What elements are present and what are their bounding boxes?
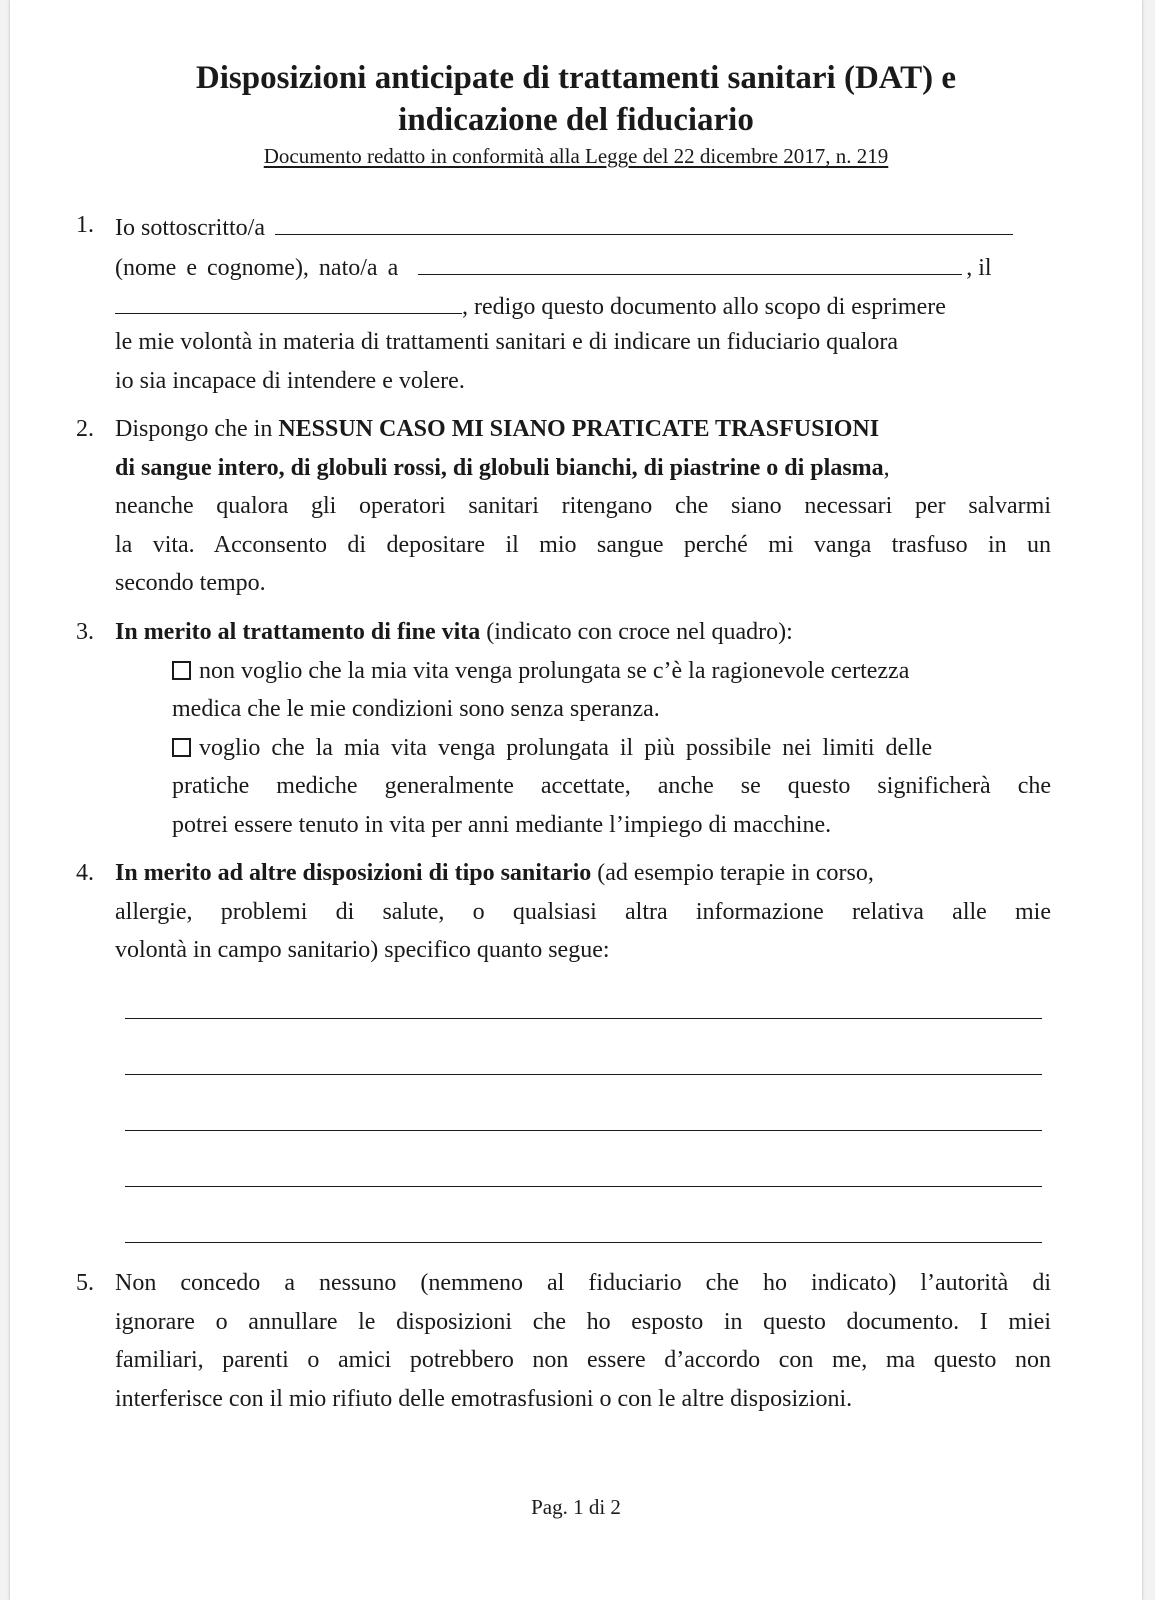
end-of-life-option-2-cont-1: pratiche mediche generalmente accettate, anche se questo significherà che [172,773,1051,799]
section4-line3: volontà in campo sanitario) specifico quanto segue: [115,937,610,963]
end-of-life-option-2: voglio che la mia vita venga prolungata il più possibile nei limiti delle [172,733,1051,763]
item-number-4: 4. [76,860,94,886]
end-of-life-option-1-cont: medica che le mie condizioni sono senza speranza. [172,696,660,722]
section3-line1: In merito al trattamento di fine vita (indicato con croce nel quadro): [115,619,793,645]
write-in-line[interactable] [125,1242,1042,1243]
section5-line3: familiari, parenti o amici potrebbero non essere d’accordo con me, ma questo non [115,1347,1051,1373]
page-subtitle: Documento redatto in conformità alla Legge del 22 dicembre 2017, n. 219 [263,144,889,168]
page-number: Pag. 1 di 2 [531,1495,621,1519]
item-number-1: 1. [76,212,94,238]
section5-line1: Non concedo a nessuno (nemmeno al fiduciario che ho indicato) l’autorità di [115,1270,1051,1296]
section1-line3: , redigo questo documento allo scopo di esprimere [115,289,1051,322]
name-field[interactable] [275,210,1013,235]
section2-line5: secondo tempo. [115,570,266,596]
section1-line5: io sia incapace di intendere e volere. [115,368,465,394]
section1-line1: Io sottoscritto/a [115,210,1051,243]
section2-line1: Dispongo che in NESSUN CASO MI SIANO PRATICATE TRASFUSIONI [115,416,880,442]
end-of-life-option-1: non voglio che la mia vita venga prolungata se c’è la ragionevole certezza [172,656,1051,686]
section5-line4: interferisce con il mio rifiuto delle emotrasfusioni o con le altre disposizioni. [115,1386,853,1412]
page-title-line-2: indicazione del fiduciario [398,102,754,138]
checkbox-option-1[interactable] [172,661,191,680]
item-number-2: 2. [76,416,94,442]
birthplace-field[interactable] [418,250,962,275]
write-in-line[interactable] [125,1074,1042,1075]
item-number-3: 3. [76,619,94,645]
section4-line2: allergie, problemi di salute, o qualsiasi altra informazione relativa alle mie [115,899,1051,925]
section1-line2: (nome e cognome), nato/a a , il [115,250,1051,283]
write-in-line[interactable] [125,1130,1042,1131]
write-in-line[interactable] [125,1186,1042,1187]
document-page [10,0,1142,1600]
section1-line4: le mie volontà in materia di trattamenti sanitari e di indicare un fiduciario qualora [115,329,899,355]
section4-line1: In merito ad altre disposizioni di tipo sanitario (ad esempio terapie in corso, [115,860,874,886]
item-number-5: 5. [76,1270,94,1296]
checkbox-option-2[interactable] [172,738,191,757]
end-of-life-option-2-cont-2: potrei essere tenuto in vita per anni mediante l’impiego di macchine. [172,812,832,838]
page-title-line-1: Disposizioni anticipate di trattamenti sanitari (DAT) e [195,60,957,96]
section2-line2: di sangue intero, di globuli rossi, di globuli bianchi, di piastrine o di plasma, [115,455,890,481]
write-in-line[interactable] [125,1018,1042,1019]
birthdate-field[interactable] [115,289,462,314]
section5-line2: ignorare o annullare le disposizioni che ho esposto in questo documento. I miei [115,1309,1051,1335]
section2-line3: neanche qualora gli operatori sanitari ritengano che siano necessari per salvarmi [115,493,1051,519]
section2-line4: la vita. Acconsento di depositare il mio sangue perché mi vanga trasfuso in un [115,532,1051,558]
